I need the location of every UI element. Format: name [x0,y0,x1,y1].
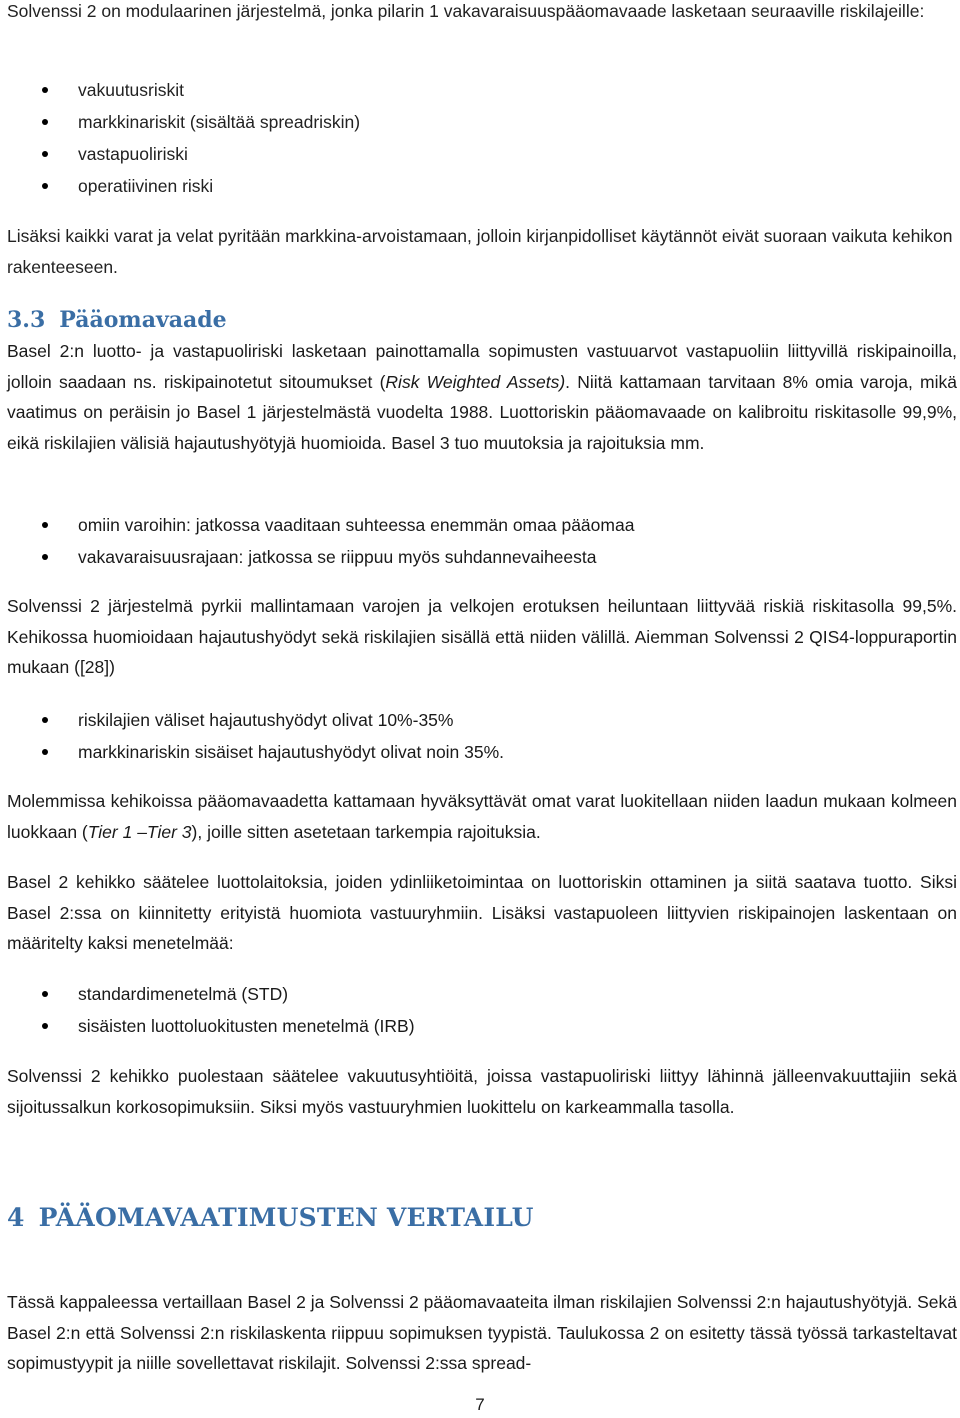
list-item: omiin varoihin: jatkossa vaaditaan suhteessa enemmän omaa pääomaa [0,509,950,541]
solvency2-paragraph: Solvenssi 2 kehikko puolestaan säätelee vakuutusyhtiöitä, joissa vastapuoliriski liittyy lähinnä jälleenvakuuttajiin sekä sijoitussalkun korkosopimuksiin. Siksi myös vastuuryhmien luokittelu on karkeammalla tasolla. [7,1066,957,1117]
basel-paragraph: Basel 2:n luotto- ja vastapuoliriski lasketaan painottamalla sopimusten vastuuarvot vastapuoliin liittyvillä riskipainoilla, jolloin saadaan ns. riskipainotetut sitoumukset (Risk Weighted Assets). Niitä kattamaan tarvitaan 8% omia varoja, mikä vaatimus on peräisin jo Basel 1 järjestelmästä vuodelta 1988. Luottoriskin pääomavaade on kalibroitu riskitasolle 99,9%, eikä riskilajien välisiä hajautushyötyjä huomioida. Basel 3 tuo muutoksia ja rajoituksia mm. [7,341,957,453]
risk-list [0,74,950,202]
intro-paragraph: Solvenssi 2 on modulaarinen järjestelmä, jonka pilarin 1 vakavaraisuuspääomavaade lasketaan seuraaville riskilajeille: [7,1,925,21]
section-heading-3-3: 3.3 Pääomavaade [7,307,227,333]
basel3-list [0,509,950,573]
comparison-paragraph: Tässä kappaleessa vertaillaan Basel 2 ja Solvenssi 2 pääomavaateita ilman riskilajien Solvenssi 2:n hajautushyötyjä. Sekä Basel 2:n että Solvenssi 2:n riskilaskenta riippuu sopimuksen tyypistä. Taulukossa 2 on esitetty tässä työssä tarkasteltavat sopimustyypit ja niille sovellettavat riskilajit. Solvenssi 2:ssa spread- [7,1292,957,1373]
bullet-icon [42,183,48,189]
list-item: vakuutusriskit [0,74,950,106]
bullet-icon [42,119,48,125]
tier-paragraph: Molemmissa kehikoissa pääomavaadetta kattamaan hyväksyttävät omat varat luokitellaan niiden laadun mukaan kolmeen luokkaan (Tier 1 –Tier 3), joille sitten asetetaan tarkempia rajoituksia. [7,791,957,842]
bullet-icon [42,87,48,93]
page-number: 7 [475,1395,485,1414]
bullet-icon [42,1023,48,1029]
solvency-paragraph: Solvenssi 2 järjestelmä pyrkii mallintamaan varojen ja velkojen erotuksen heiluntaan liittyvää riskiä riskitasolla 99,5%. Kehikossa huomioidaan hajautushyödyt sekä riskilajien sisällä että niiden välillä. Aiemman Solvenssi 2 QIS4-loppuraportin mukaan ([28]) [7,596,957,677]
list-item: riskilajien väliset hajautushyödyt olivat 10%-35% [0,704,950,736]
list-item: vakavaraisuusrajaan: jatkossa se riippuu myös suhdannevaiheesta [0,541,950,573]
bullet-icon [42,151,48,157]
bullet-icon [42,749,48,755]
bullet-icon [42,717,48,723]
diversification-list [0,704,950,768]
list-item: markkinariskit (sisältää spreadriskin) [0,106,950,138]
bullet-icon [42,522,48,528]
list-item: vastapuoliriski [0,138,950,170]
list-item: sisäisten luottoluokitusten menetelmä (IRB) [0,1010,950,1042]
bullet-icon [42,554,48,560]
bullet-icon [42,991,48,997]
basel2-paragraph: Basel 2 kehikko säätelee luottolaitoksia, joiden ydinliiketoimintaa on luottoriskin ottaminen ja siitä saatava tuotto. Siksi Basel 2:ssa on kiinnitetty erityistä huomiota vastuuryhmiin. Lisäksi vastapuoleen liittyvien riskipainojen laskentaan on määritelty kaksi menetelmää: [7,872,957,953]
list-item: operatiivinen riski [0,170,950,202]
section-heading-4: 4 PÄÄOMAVAATIMUSTEN VERTAILU [7,1203,534,1232]
method-list [0,978,950,1042]
market-value-paragraph: Lisäksi kaikki varat ja velat pyritään markkina-arvoistamaan, jolloin kirjanpidolliset käytännöt eivät suoraan vaikuta kehikon rakenteeseen. [7,226,953,277]
list-item: standardimenetelmä (STD) [0,978,950,1010]
list-item: markkinariskin sisäiset hajautushyödyt olivat noin 35%. [0,736,950,768]
